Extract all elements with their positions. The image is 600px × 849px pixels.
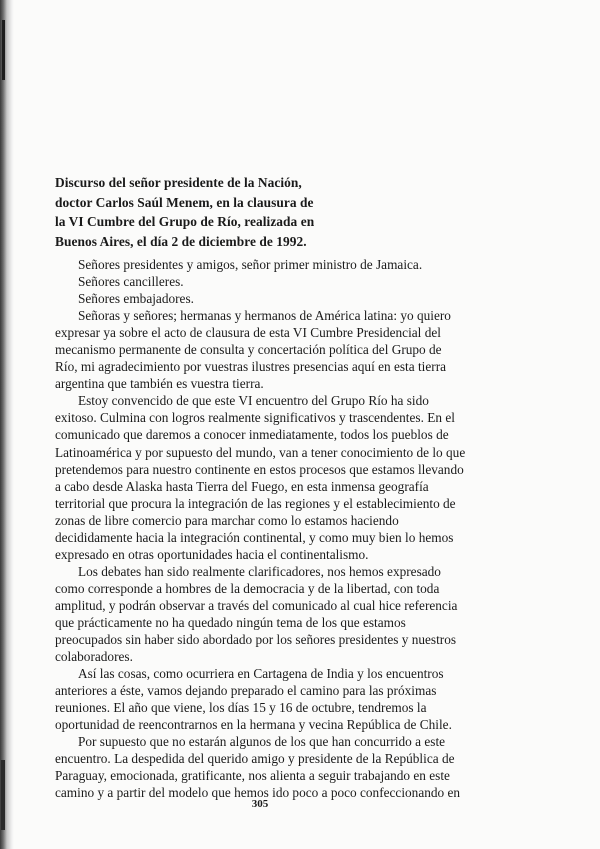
body-line: decididamente hacia la integración continental, y como muy bien lo hemos xyxy=(55,529,454,545)
title-line: Buenos Aires, el día 2 de diciembre de 1992. xyxy=(55,233,307,249)
title-line: Discurso del señor presidente de la Nación, xyxy=(55,175,302,190)
body-line: como corresponde a hombres de la democracia y de la libertad, con toda xyxy=(55,580,440,596)
body-line: Río, mi agradecimiento por vuestras ilustres presencias aquí en esta tierra xyxy=(55,359,447,375)
body-line: Estoy convencido de que este VI encuentro del Grupo Río ha sido xyxy=(78,393,429,409)
body-line: Los debates han sido realmente clarificadores, nos hemos expresado xyxy=(78,563,441,579)
body-line: reuniones. El año que viene, los días 15 y 16 de octubre, tendremos la xyxy=(55,700,427,716)
scan-binding-edge xyxy=(0,0,14,849)
body-line: camino y a partir del modelo que hemos ido poco a poco confeccionando en xyxy=(55,785,461,801)
body-line: a cabo desde Alaska hasta Tierra del Fuego, en esta inmensa geografía xyxy=(55,478,429,494)
body-line: Latinoamérica y por supuesto del mundo, van a tener conocimiento de lo que xyxy=(55,444,466,460)
body-line: zonas de libre comercio para marchar como lo estamos haciendo xyxy=(55,512,399,528)
body-line: exitoso. Culmina con logros realmente significativos y trascendentes. En el xyxy=(55,410,455,426)
body-line: territorial que procura la integración de las regiones y el establecimiento de xyxy=(55,495,456,511)
body-line: Señores cancilleres. xyxy=(78,274,184,290)
body-line: expresar ya sobre el acto de clausura de esta VI Cumbre Presidencial del xyxy=(55,325,441,341)
body-line: encuentro. La despedida del querido amigo y presidente de la República de xyxy=(55,751,455,767)
body-line: Señoras y señores; hermanas y hermanos de América latina: yo quiero xyxy=(78,308,451,324)
body-line: preocupados sin haber sido abordado por los señores presidentes y nuestros xyxy=(55,632,457,648)
body-line: Señores presidentes y amigos, señor primer ministro de Jamaica. xyxy=(78,257,423,272)
body-line: oportunidad de reencontrarnos en la hermana y vecina República de Chile. xyxy=(55,717,452,733)
page-number: 305 xyxy=(251,798,269,810)
body-line: colaboradores. xyxy=(55,649,133,665)
body-line: Así las cosas, como ocurriera en Cartagena de India y los encuentros xyxy=(78,666,444,682)
body-line: Paraguay, emocionada, gratificante, nos alienta a seguir trabajando en este xyxy=(55,768,450,784)
body-line: que prácticamente no ha quedado ningún tema de los que estamos xyxy=(55,614,406,630)
body-line: mecanismo permanente de consulta y concertación política del Grupo de xyxy=(55,342,442,358)
body-line: Señores embajadores. xyxy=(78,291,194,307)
body-line: Por supuesto que no estarán algunos de los que han concurrido a este xyxy=(78,734,446,750)
body-line: comunicado que daremos a conocer inmediatamente, todos los pueblos de xyxy=(55,427,449,443)
body-line: argentina que también es vuestra tierra. xyxy=(55,376,264,392)
speech-title xyxy=(55,173,355,251)
body-line: expresado en otras oportunidades hacia el continentalismo. xyxy=(55,546,369,562)
body-line: pretendemos para nuestro continente en estos procesos que estamos llevando xyxy=(55,461,464,477)
body-line: amplitud, y podrán observar a través del comunicado al cual hice referencia xyxy=(55,597,458,613)
speech-body xyxy=(55,256,465,802)
body-line: anteriores a éste, vamos dejando preparado el camino para las próximas xyxy=(55,683,437,699)
title-line: la VI Cumbre del Grupo de Río, realizada en xyxy=(55,214,315,229)
title-line: doctor Carlos Saúl Menem, en la clausura de xyxy=(55,194,314,210)
